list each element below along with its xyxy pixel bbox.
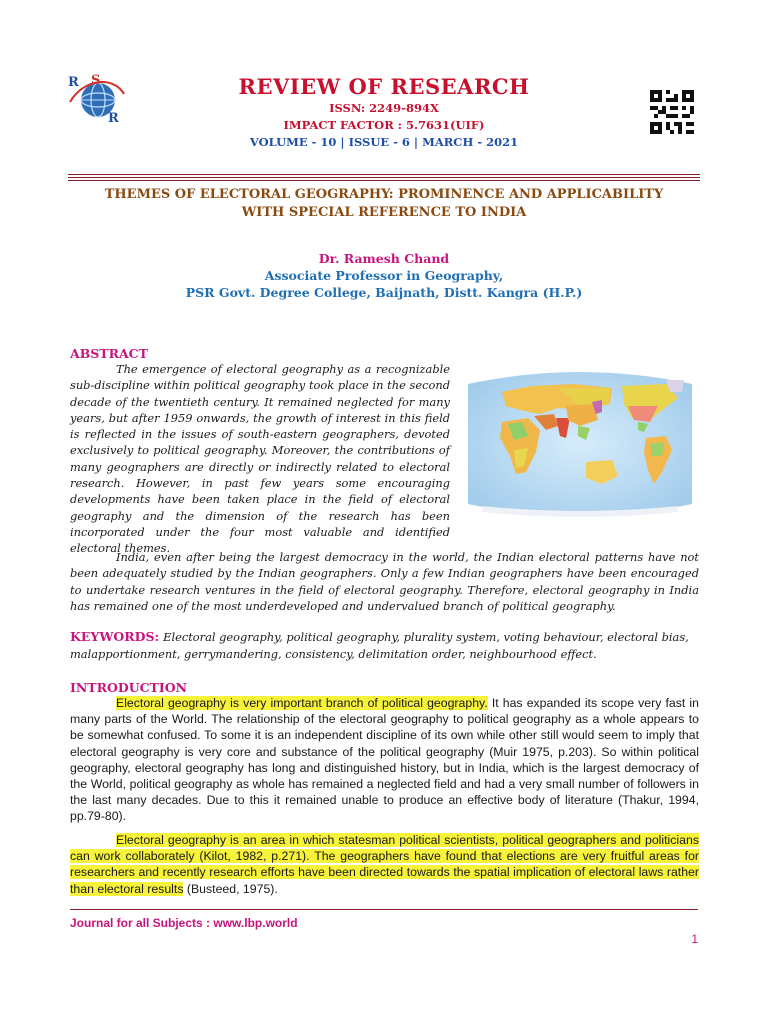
keywords xyxy=(70,628,699,663)
author-role: Associate Professor in Geography, xyxy=(264,268,504,283)
abstract-paragraph-1: The emergence of electoral geography as a recognizable sub-discipline within political geography took place in the second decade of the twentieth century. It remained neglected for many years, but after 1959 onwards, the growth of interest in this field is reflected in the issues of south-eastern geographers, devoted exclusively to political geography. Moreover, the contributions of many geographers are directly or indirectly related to electoral research. However, in past few years some encouraging developments have been taken place in the field of electoral geography and the dimension of the research has been incorporated under the four most valuable and identified electoral themes. xyxy=(70,362,450,556)
paper-title xyxy=(60,186,708,222)
introduction-paragraph-1 xyxy=(70,695,699,825)
author-affiliation: PSR Govt. Degree College, Baijnath, Distt. Kangra (H.P.) xyxy=(185,285,583,300)
paragraph-text: It has expanded its scope very fast in many parts of the World. The relationship of the electoral geography to political geography as a whole appears to be somewhat confused. To some it is an independent discipline of its own while other still would seem to imply that electoral geography is very core and substance of the political geography (Muir 1975, p.203). So within political geography, electoral geography has long and distinguished history, but in India, which is the largest democracy of the World, political geography as whole has remained a neglected field and had a very small number of followers in the last many decades. Due to this it remained unable to produce an effective body of literature (Thakur, 1994, pp.79-80). xyxy=(70,696,699,824)
header-rule xyxy=(68,177,700,178)
highlighted-text: Electoral geography is an area in which statesman political scientists, political geographers and politicians can work collaborately (Kilot, 1982, p.271). The geographers have found that elections are very fruitful areas for researchers and recently research efforts have been directed towards the spatial implication of electoral laws rather than electoral results xyxy=(70,833,699,896)
impact-factor: IMPACT FACTOR : 5.7631(UIF) xyxy=(283,118,485,132)
svg-text:S: S xyxy=(91,73,101,88)
introduction-paragraph-2 xyxy=(70,832,699,897)
keywords-label: KEYWORDS: xyxy=(70,629,160,644)
world-map-image xyxy=(462,366,698,522)
journal-title: REVIEW OF RESEARCH xyxy=(238,74,530,99)
svg-text:R: R xyxy=(68,75,79,90)
abstract-heading: ABSTRACT xyxy=(70,346,148,361)
journal-link[interactable]: Journal for all Subjects : www.lbp.world xyxy=(70,916,298,930)
page-number: 1 xyxy=(691,932,698,946)
paragraph-text: (Busteed, 1975). xyxy=(183,881,278,896)
keywords-text: Electoral geography, political geography, plurality system, voting behaviour, electoral bias, malapportionment, gerrymandering, consistency, delimitation order, neighbourhood effect. xyxy=(70,630,689,661)
qr-code-icon xyxy=(650,90,694,134)
footer-rule xyxy=(70,909,698,910)
svg-text:R: R xyxy=(108,111,119,124)
header-rule xyxy=(68,180,700,181)
issn: ISSN: 2249-894X xyxy=(329,101,439,115)
volume-issue: VOLUME - 10 | ISSUE - 6 | MARCH - 2021 xyxy=(249,135,519,149)
abstract-paragraph-2: India, even after being the largest democracy in the world, the Indian electoral patterns have not been adequately studied by the Indian geographers. Only a few Indian geographers have been encouraged to undertake research ventures in the field of electoral geography. Therefore, electoral geography in India has remained one of the most underdeveloped and undervalued branch of political geography. xyxy=(70,550,699,613)
author-name: Dr. Ramesh Chand xyxy=(318,251,450,266)
paper-title-line2: WITH SPECIAL REFERENCE TO INDIA xyxy=(241,205,527,220)
header-rule xyxy=(68,174,700,175)
introduction-heading: INTRODUCTION xyxy=(70,680,188,695)
paper-title-line1: THEMES OF ELECTORAL GEOGRAPHY: PROMINENCE AND APPLICABILITY xyxy=(104,187,664,202)
highlighted-text: Electoral geography is very important branch of political geography. xyxy=(116,696,488,710)
